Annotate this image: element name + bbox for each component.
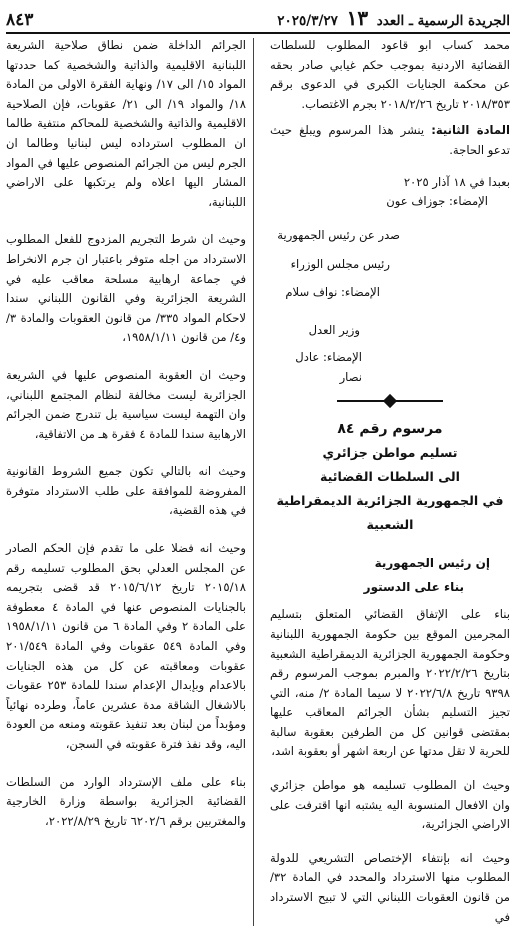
page-number: ٨٤٣ xyxy=(6,10,34,30)
decree-paragraph: بناء على الإتفاق القضائي المتعلق بتسليم المجرمين الموقع بين حكومة الجمهورية اللبنانية وحكومة الجمهورية الجزائرية الديمقراطية الشعبية بتاريخ ٢٠٢٢/٢/٢٦ والمبرم بموجب المرسوم رقم ٩٣٩٨ تاريخ ٢٠٢٢/٦/٨ لا سيما المادة ٢/ منه، التي تجيز التسليم بشأن الجرائم المعاقب عليها بمقتضى قوانين كل من الطرفين بعقوبة سالبة للحرية لا تقل مدتها عن اربعة اشهر أو بعقوبة اشد، xyxy=(270,607,510,759)
left-column xyxy=(6,36,246,849)
section-divider xyxy=(270,395,510,407)
decree-paragraph: وحيث ان شرط التجريم المزدوج للفعل المطلوب الاسترداد من اجله متوفر باعتبار ان جرم الانخراط في جماعة ارهابية مسلحة معاقب عليه في الشريعة الجزائرية وفي القانون اللبناني سندا لاحكام المواد ٣٣٥/ من قانون العقوبات والمادة ٣/ و٤/ من قانون ١٩٥٨/١/١١، xyxy=(6,232,247,345)
decree-number: مرسوم رقم ٨٤ xyxy=(337,421,443,438)
divider-line-right xyxy=(393,400,443,402)
signature-date: بعبدا في ١٨ آذار ٢٠٢٥ xyxy=(403,174,510,189)
president-signature: الإمضاء: جوزاف عون xyxy=(386,194,488,209)
decree-paragraph: وحيث ان المطلوب تسليمه هو مواطن جزائري وان الافعال المنسوبة اليه يشتبه انها اقترفت على الاراضي الجزائرية، xyxy=(270,778,510,832)
pm-title: رئيس مجلس الوزراء xyxy=(290,257,390,272)
header-title: الجريدة الرسمية ـ العدد xyxy=(376,13,510,29)
decree-paragraph: بناء على ملف الإسترداد الوارد من السلطات القضائية الجزائرية بواسطة وزارة الخارجية والمغتربين برقم ٦٢٠٢/٦ تاريخ ٢٠٢٢/٨/٢٩، xyxy=(6,774,246,828)
decree-paragraph: وحيث انه فضلا على ما تقدم فإن الحكم الصادر عن المجلس العدلي بحق المطلوب تسليمه رقم ٢٠١٥/١٨ تاريخ ٢٠١٥/٦/١٢ قد قضى بتجريمه بالجنايات المنصوص عنها في المادة ٤ معطوفة على المادة ٢ وفي المادة ٦ من قانون ١٩٥٨/١/١١ وفي المادة ٥٤٩ عقوبات وفي المادة ٢٠١/٥٤٩ عقوبات ومعاقبته عن كل من هذه الجنايات بالاعدام وبإبدال الإعدام سندا للمادة ٢٥٣ عقوبات بالاشغال الشاقة مدة عشرين عاماً، وطرده نهائياً ومؤبداً من لبنان بعد تنفيذ عقوبته ومنعه من العودة اليه، وقد نفذ فترة عقوبته في السجن، xyxy=(6,541,246,751)
divider-line-left xyxy=(337,400,387,402)
decree-paragraph: وحيث انه بالتالي تكون جميع الشروط القانونية المفروضة للموافقة على طلب الاسترداد متوفرة في هذه القضية، xyxy=(6,464,246,518)
decree-paragraph: الجرائم الداخلة ضمن نطاق صلاحية الشريعة اللبنانية الاقليمية والذاتية والشخصية كما حددتها المواد ١٥/ الى ١٧/ ونهاية الفقرة الاولى من المادة ١٨/ والمواد ١٩/ الى ٢١/ عقوبات، فإن الصلاحية الاقليمية والذاتية والشخصية للمحاكم منتفية طالما ان المطلوب استرداده ليس لبنانيا وطالما ان الجرم ليس من الجرائم المنصوص عليها في المواد المشار اليها اعلاه ولم يرتكبها على الاراضي اللبنانية، xyxy=(6,38,247,209)
header-date: ٢٠٢٥/٣/٢٧ xyxy=(277,13,338,29)
pm-signature: الإمضاء: نواف سلام xyxy=(285,284,380,299)
decree-title-line-3: في الجمهورية الجزائرية الديمقراطية الشعبية xyxy=(276,493,504,533)
decree-title-line-1: تسليم مواطن جزائري xyxy=(322,445,458,461)
decree-paragraph: وحيث انه بإنتفاء الإختصاص التشريعي للدولة المطلوب منها الاسترداد والمحدد في المادة ٣٢/ من قانون العقوبات اللبناني التي لا تبيح الاسترداد في xyxy=(270,850,510,924)
article-two-text: ينشر هذا المرسوم ويبلغ حيث تدعو الحاجة. xyxy=(270,123,510,157)
header-title-block xyxy=(277,6,510,30)
header-rule xyxy=(6,32,510,34)
decree-title-line-2: الى السلطات القضائية xyxy=(320,469,460,485)
article-two-label: المادة الثانية: xyxy=(431,123,511,138)
article-two xyxy=(270,121,510,160)
issued-by: صدر عن رئيس الجمهورية xyxy=(277,227,400,242)
column-divider xyxy=(253,38,254,926)
preamble-president: إن رئيس الجمهورية xyxy=(374,556,490,571)
intro-paragraph: محمد كساب ابو قاعود المطلوب للسلطات القضائية الاردنية بموجب حكم غيابي صادر بحقه عن محكمة الجنايات الكبرى في الدعوى برقم ٢٠١٨/٣٥٣ تاريخ ٢٠١٨/٢/٢٦ بجرم الاغتصاب. xyxy=(270,38,510,111)
justice-signature: الإمضاء: عادل نصار xyxy=(295,350,362,384)
right-column xyxy=(270,36,510,934)
header-issue-number: ١٣ xyxy=(346,6,369,30)
preamble-constitution: بناء على الدستور xyxy=(363,580,464,595)
decree-paragraph: وحيث ان العقوبة المنصوص عليها في الشريعة الجزائرية ليست مخالفة لنظام المجتمع اللبناني، وان التهمة ليست سياسية بل تندرج ضمن الجرائم الارهابية سندا للمادة ٤ فقرة هـ من الاتفاقية، xyxy=(6,367,246,441)
page-header xyxy=(6,6,510,30)
justice-title: وزير العدل xyxy=(308,322,360,337)
divider-diamond-icon xyxy=(383,394,397,408)
